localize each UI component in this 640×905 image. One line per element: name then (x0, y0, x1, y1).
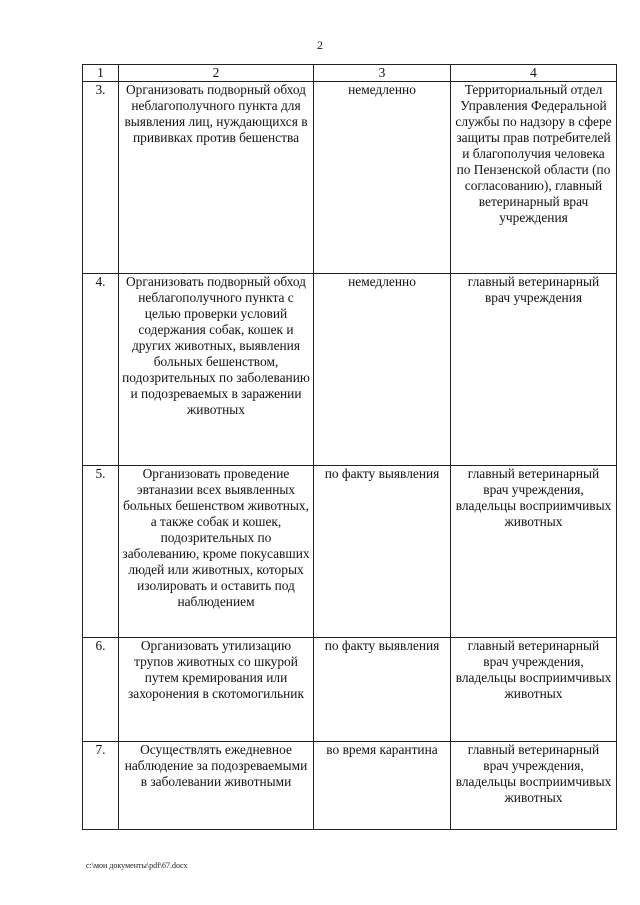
table-row (83, 638, 617, 742)
row-term: во время карантина (314, 742, 451, 830)
table-row (83, 742, 617, 830)
row-responsible: главный ветеринарный врач учреждения, владельцы восприимчивых животных (451, 742, 617, 830)
row-action: Организовать утилизацию трупов животных со шкурой путем кремирования или захоронения в скотомогильник (119, 638, 314, 742)
row-number: 5. (83, 466, 119, 638)
header-col-1: 1 (83, 65, 119, 82)
row-term: немедленно (314, 82, 451, 274)
row-term: по факту выявления (314, 466, 451, 638)
header-col-4: 4 (451, 65, 617, 82)
measures-table (82, 64, 617, 830)
table-row (83, 82, 617, 274)
header-row (83, 65, 617, 82)
row-responsible: Территориальный отдел Управления Федеральной службы по надзору в сфере защиты прав потребителей и благополучия человека по Пензенской области (по согласованию), главный ветеринарный врач учреждения (451, 82, 617, 274)
page-number: 2 (317, 38, 323, 52)
row-responsible: главный ветеринарный врач учреждения, владельцы восприимчивых животных (451, 638, 617, 742)
row-number: 3. (83, 82, 119, 274)
row-action: Организовать подворный обход неблагополучного пункта для выявления лиц, нуждающихся в прививках против бешенства (119, 82, 314, 274)
row-action: Организовать проведение эвтаназии всех выявленных больных бешенством животных, а также собак и кошек, подозрительных по заболеванию, кроме покусавших людей или животных, которых изолировать и оставить под наблюдением (119, 466, 314, 638)
table-row (83, 466, 617, 638)
row-responsible: главный ветеринарный врач учреждения, владельцы восприимчивых животных (451, 466, 617, 638)
table-row (83, 274, 617, 466)
row-number: 4. (83, 274, 119, 466)
footer-file-path: c:\мои документы\pdf\67.docx (86, 861, 188, 870)
row-action: Организовать подворный обход неблагополучного пункта с целью проверки условий содержания собак, кошек и других животных, выявления больных бешенством, подозрительных по заболеванию и подозреваемых в заражении животных (119, 274, 314, 466)
row-number: 6. (83, 638, 119, 742)
header-col-3: 3 (314, 65, 451, 82)
row-number: 7. (83, 742, 119, 830)
row-term: немедленно (314, 274, 451, 466)
row-term: по факту выявления (314, 638, 451, 742)
row-responsible: главный ветеринарный врач учреждения (451, 274, 617, 466)
header-col-2: 2 (119, 65, 314, 82)
row-action: Осуществлять ежедневное наблюдение за подозреваемыми в заболевании животными (119, 742, 314, 830)
